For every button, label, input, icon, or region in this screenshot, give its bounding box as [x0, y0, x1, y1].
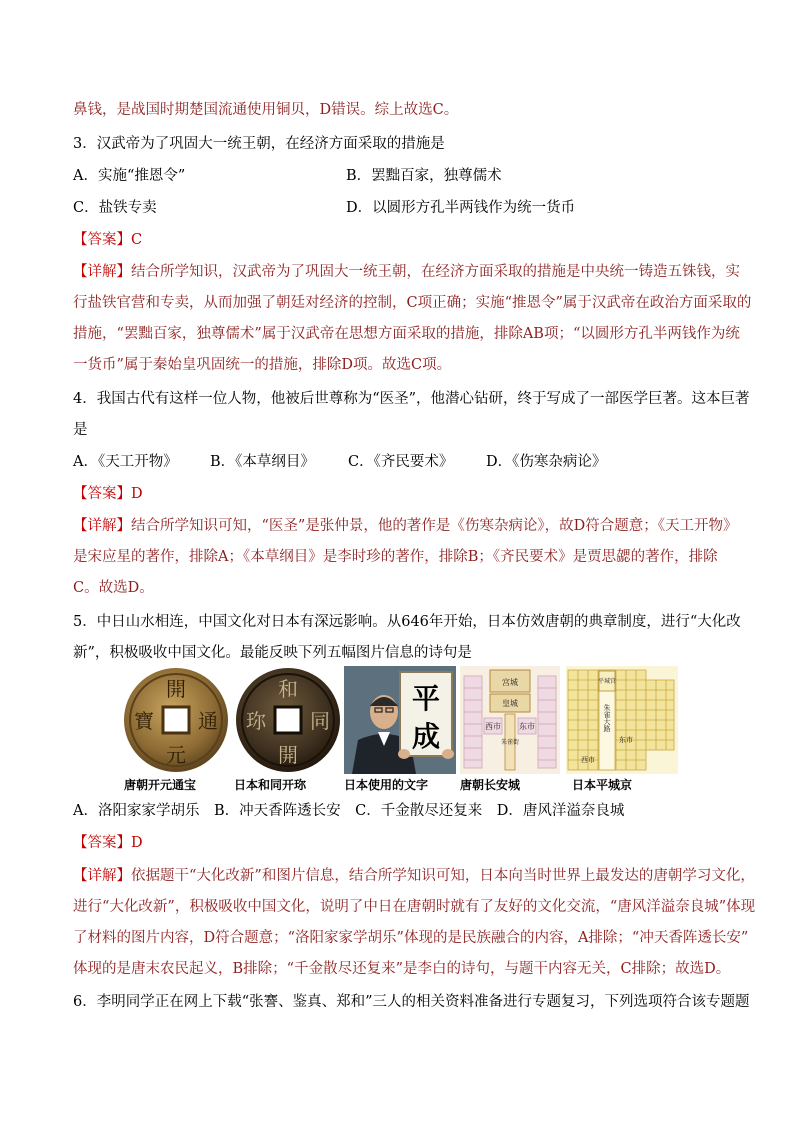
caption-wadokaichin: 日本和同开珎	[234, 778, 307, 792]
q3-detail-line	[73, 262, 740, 282]
map-label: 西市	[581, 756, 595, 764]
question-5: 5．中日山水相连，中国文化对日本有深远影响。从646年开始，日本仿效唐朝的典章制度，进行“大化改	[73, 614, 741, 630]
detail-tag: 【详解】	[73, 868, 131, 884]
q4-option-b: B．《本草纲目》	[210, 454, 315, 470]
question-5-cont: 新”，积极吸收中国文化。最能反映下列五幅图片信息的诗句是	[73, 645, 472, 661]
q3-option-c: C．盐铁专卖	[73, 200, 157, 216]
answer-value: D	[131, 835, 143, 851]
map-label: 西市	[485, 722, 501, 731]
coin-char: 開	[166, 677, 186, 701]
map-label: 东市	[619, 736, 633, 744]
q3-option-d: D．以圆形方孔半两钱作为统一货币	[346, 200, 576, 216]
q3-detail-line: 措施，“罢黜百家，独尊儒术”属于汉武帝在思想方面采取的措施，排除AB项；“以圆形方孔半两钱作为统	[73, 326, 740, 342]
detail-tag: 【详解】	[73, 264, 131, 280]
caption-kaiyuan: 唐朝开元通宝	[124, 778, 197, 792]
board-char: 平	[411, 682, 441, 715]
q4-option-d: D．《伤寒杂病论》	[486, 454, 607, 470]
heijokyo-map-figure	[566, 666, 678, 778]
caption-changan: 唐朝长安城	[460, 778, 521, 792]
coin-wadokaichin-figure	[232, 666, 344, 778]
detail-text: 结合所学知识，汉武帝为了巩固大一统王朝，在经济方面采取的措施是中央统一铸造五铢钱，实	[131, 264, 740, 280]
detail-tag: 【详解】	[73, 518, 131, 534]
map-label: 平城宫	[597, 678, 617, 685]
q5-detail-line	[73, 866, 755, 886]
q5-answer	[73, 833, 143, 853]
coin-char: 通	[198, 709, 218, 733]
q3-answer	[73, 230, 142, 250]
q4-detail-line: C。故选D。	[73, 580, 154, 596]
coin-char: 寶	[134, 709, 154, 733]
map-label: 皇城	[502, 699, 518, 708]
answer-tag: 【答案】	[73, 835, 131, 851]
answer-value: D	[131, 486, 143, 502]
answer-tag: 【答案】	[73, 486, 131, 502]
coin-wadokaichin-icon	[232, 666, 344, 774]
detail-text: 依据题干“大化改新”和图片信息，结合所学知识可知，日本向当时世界上最发达的唐朝学习文化，	[131, 868, 755, 884]
map-label: 宫城	[502, 678, 518, 687]
question-6: 6．李明同学正在网上下载“张謇、鉴真、郑和”三人的相关资料准备进行专题复习，下列选项符合该专题题	[73, 994, 750, 1010]
coin-char: 和	[278, 677, 298, 701]
q3-option-b: B．罢黜百家，独尊儒术	[346, 168, 502, 184]
changan-map-figure	[460, 666, 560, 778]
question-4: 4．我国古代有这样一位人物，他被后世尊称为“医圣”，他潜心钻研，终于写成了一部医学巨著。这本巨著	[73, 391, 750, 407]
q3-option-a: A．实施“推恩令”	[73, 168, 186, 184]
q5-options: A．洛阳家家学胡乐 B．冲天香阵透长安 C．千金散尽还复来 D．唐风洋溢奈良城	[73, 803, 625, 819]
question-4-cont: 是	[73, 422, 88, 438]
detail-text: 结合所学知识可知，“医圣”是张仲景，他的著作是《伤寒杂病论》，故D符合题意；《天工开物》	[131, 518, 738, 534]
q5-detail-line: 进行“大化改新”，积极吸收中国文化，说明了中日在唐朝时就有了友好的文化交流，“唐风洋溢奈良城”体现	[73, 899, 756, 915]
coin-char: 元	[166, 743, 186, 767]
coin-char: 珎	[246, 709, 266, 733]
figure-strip	[120, 666, 680, 796]
heisei-photo-figure	[344, 666, 456, 778]
heijokyo-map-icon	[566, 666, 678, 774]
answer-value: C	[131, 232, 143, 248]
answer-tag: 【答案】	[73, 232, 131, 248]
q3-detail-line: 行盐铁官营和专卖，从而加强了朝廷对经济的控制，C项正确；实施“推恩令”属于汉武帝在政治方面采取的	[73, 295, 752, 311]
q4-detail-line: 是宋应星的著作，排除A；《本草纲目》是李时珍的著作，排除B；《齐民要术》是贾思勰的著作，排除	[73, 549, 718, 565]
changan-map-icon	[460, 666, 560, 774]
caption-heisei: 日本使用的文字	[344, 778, 429, 792]
caption-heijokyo: 日本平城京	[572, 778, 633, 792]
coin-kaiyuan-icon	[120, 666, 232, 774]
q4-detail-line	[73, 516, 737, 536]
heisei-photo-icon	[344, 666, 456, 774]
map-label: 朱雀街	[500, 739, 520, 746]
q4-option-a: A．《天工开物》	[73, 454, 178, 470]
q5-detail-line: 体现的是唐末农民起义，B排除；“千金散尽还复来”是李白的诗句，与题干内容无关，C排除；故选D。	[73, 961, 731, 977]
map-label: 朱雀大路	[603, 704, 611, 732]
map-label: 东市	[519, 722, 535, 731]
prev-explanation-end: 鼻钱，是战国时期楚国流通使用铜贝，D错误。综上故选C。	[73, 102, 459, 118]
q5-detail-line: 了材料的图片内容，D符合题意；“洛阳家家学胡乐”体现的是民族融合的内容，A排除；“冲天香阵透长安”	[73, 930, 749, 946]
coin-char: 同	[310, 709, 330, 733]
coin-char: 開	[278, 743, 298, 767]
question-3: 3．汉武帝为了巩固大一统王朝，在经济方面采取的措施是	[73, 136, 445, 152]
board-char: 成	[411, 720, 441, 753]
q3-detail-line: 一货币”属于秦始皇巩固统一的措施，排除D项。故选C项。	[73, 357, 452, 373]
coin-kaiyuan-figure	[120, 666, 232, 778]
q4-option-c: C．《齐民要术》	[348, 454, 454, 470]
q4-answer	[73, 484, 143, 504]
